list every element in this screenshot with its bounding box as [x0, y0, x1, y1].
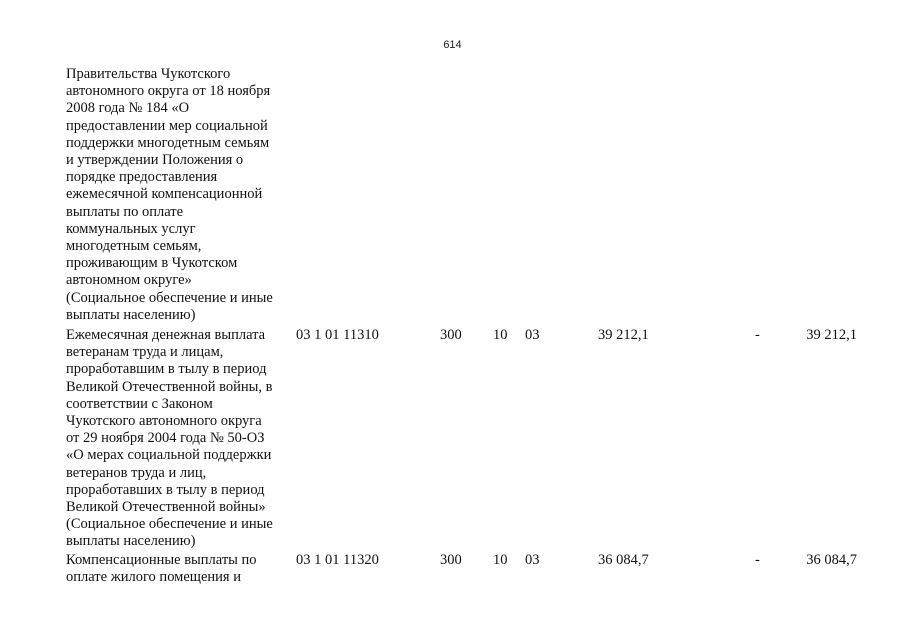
section-code: 10: [493, 327, 508, 343]
amount-total: 39 212,1: [806, 327, 857, 343]
subsection-code: 03: [525, 327, 540, 343]
section-code: 10: [493, 552, 508, 568]
amount-change: -: [755, 327, 760, 343]
amount-approved: 36 084,7: [598, 552, 649, 568]
row-description: Правительства Чукотского автономного округа от 18 ноября 2008 года № 184 «О предоставлении мер социальной поддержки многодетным семьям и утверждении Положения о порядке предоставления ежемесячной компенсационной выплаты по оплате коммунальных услуг многодетным семьям, проживающим в Чукотском автономном округе» (Социальное обеспечение и иные выплаты населению): [66, 66, 273, 323]
page-number: 614: [443, 39, 462, 51]
expense-type-code: 300: [440, 552, 462, 568]
amount-approved: 39 212,1: [598, 327, 649, 343]
target-article-code: 03 1 01 11320: [296, 552, 379, 568]
subsection-code: 03: [525, 552, 540, 568]
row-description: Компенсационные выплаты по оплате жилого помещения и: [66, 552, 257, 586]
row-description: Ежемесячная денежная выплата ветеранам труда и лицам, проработавшим в тылу в период Великой Отечественной войны, в соответствии с Законом Чукотского автономного округа от 29 ноября 2004 года № 50-ОЗ «О мерах социальной поддержки ветеранов труда и лиц, проработавших в тылу в период Великой Отечественной войны» (Социальное обеспечение и иные выплаты населению): [66, 327, 273, 550]
amount-total: 36 084,7: [806, 552, 857, 568]
expense-type-code: 300: [440, 327, 462, 343]
amount-change: -: [755, 552, 760, 568]
target-article-code: 03 1 01 11310: [296, 327, 379, 343]
